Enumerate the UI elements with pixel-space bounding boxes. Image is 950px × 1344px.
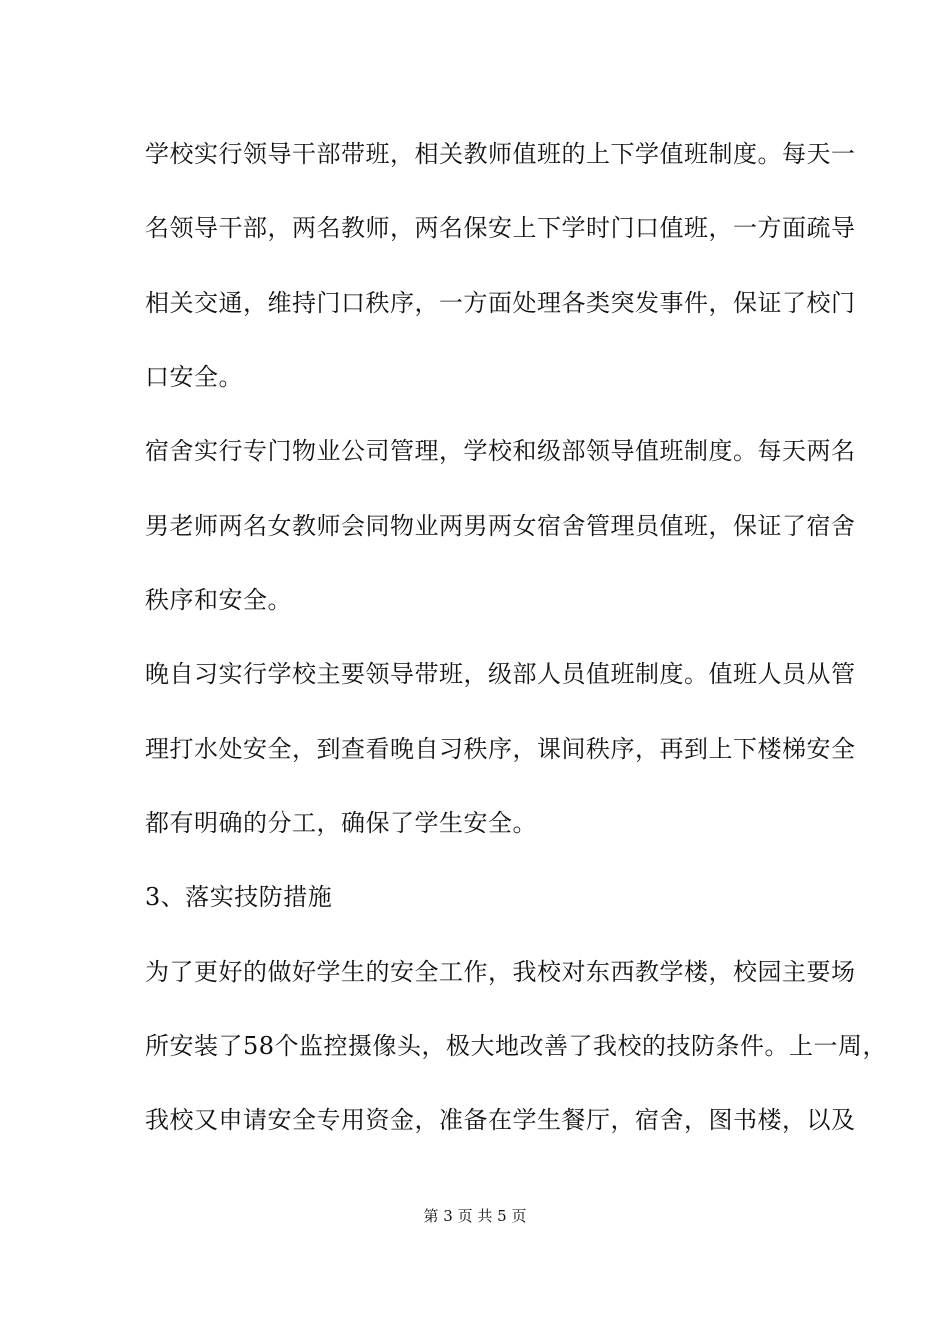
text-line: 名领导干部，两名教师，两名保安上下学时门口值班，一方面疏导 — [145, 214, 856, 242]
page-number: 第 3 页 共 5 页 — [423, 1207, 527, 1225]
section-heading: 3、落实技防措施 — [145, 883, 333, 911]
text-line: 相关交通，维持门口秩序，一方面处理各类突发事件，保证了校门 — [145, 289, 856, 317]
text-line: 理打水处安全，到查看晚自习秩序，课间秩序，再到上下楼梯安全 — [145, 735, 856, 763]
text-line: 口安全。 — [145, 363, 243, 391]
text-line: 宿舍实行专门物业公司管理，学校和级部领导值班制度。每天两名 — [145, 437, 856, 465]
text-line: 秩序和安全。 — [145, 586, 292, 614]
text-line: 我校又申请安全专用资金，准备在学生餐厅，宿舍，图书楼，以及 — [145, 1106, 856, 1134]
text-line: 晚自习实行学校主要领导带班，级部人员值班制度。值班人员从管 — [145, 660, 856, 688]
text-line: 都有明确的分工，确保了学生安全。 — [145, 809, 537, 837]
text-line: 学校实行领导干部带班，相关教师值班的上下学值班制度。每天一 — [145, 140, 856, 168]
text-line: 为了更好的做好学生的安全工作，我校对东西教学楼，校园主要场 — [145, 958, 856, 986]
text-line: 所安装了58个监控摄像头，极大地改善了我校的技防条件。上一周， — [145, 1032, 888, 1060]
page-footer — [0, 1206, 950, 1226]
text-line: 男老师两名女教师会同物业两男两女宿舍管理员值班，保证了宿舍 — [145, 512, 856, 540]
